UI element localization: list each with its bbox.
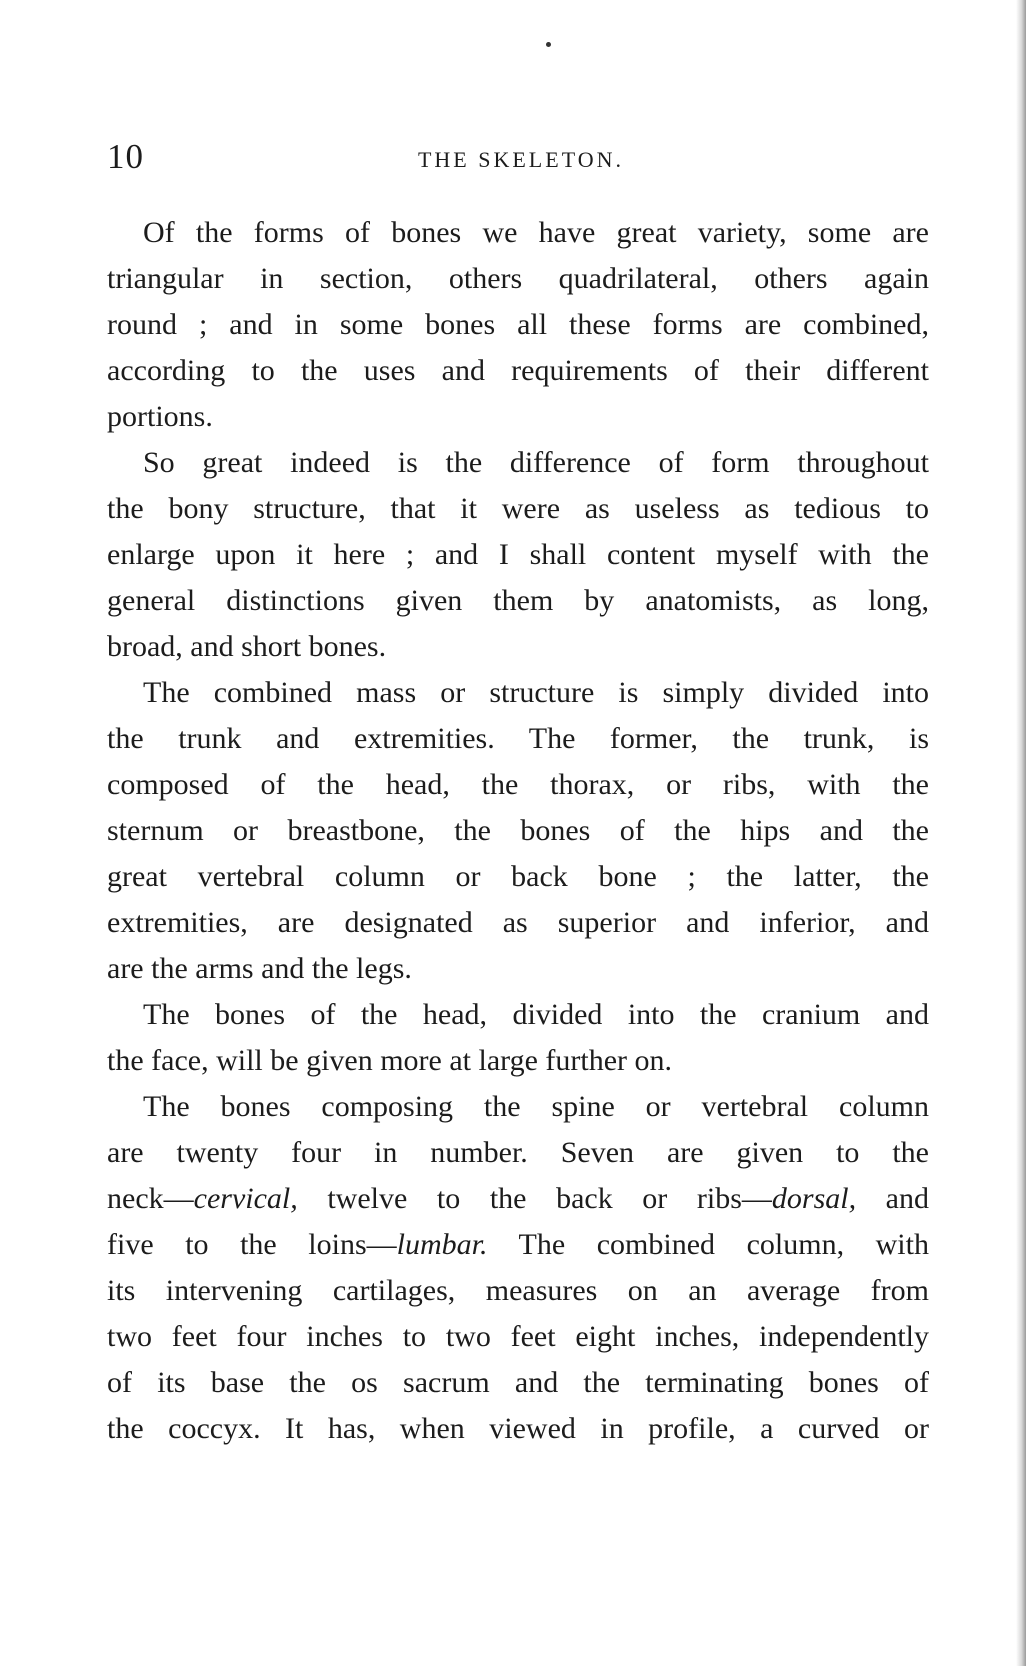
text-run: and — [856, 1182, 929, 1215]
text-line: its intervening cartilages, measures on an average from — [107, 1274, 929, 1307]
paragraph-1 — [107, 210, 929, 440]
page-header — [107, 132, 929, 182]
body-text — [107, 210, 929, 1452]
text-line: two feet four inches to two feet eight inches, independently — [107, 1320, 929, 1353]
text-line: are twenty four in number. Seven are given to the — [107, 1136, 929, 1169]
text-line: triangular in section, others quadrilateral, others again — [107, 262, 929, 295]
text-run: five to the loins— — [107, 1228, 397, 1261]
text-line: the bony structure, that it were as useless as tedious to — [107, 492, 929, 525]
text-line: according to the uses and requirements of their different — [107, 354, 929, 387]
text-line: are the arms and the legs. — [107, 952, 412, 985]
text-line: Of the forms of bones we have great variety, some are — [143, 216, 929, 249]
text-line: The combined mass or structure is simply divided into — [143, 676, 929, 709]
paragraph-2 — [107, 440, 929, 670]
italic-term-cervical: cervical, — [193, 1182, 298, 1215]
paragraph-4 — [107, 992, 929, 1084]
text-line: of its base the os sacrum and the terminating bones of — [107, 1366, 929, 1399]
print-speck — [546, 42, 551, 47]
text-line: round ; and in some bones all these forms are combined, — [107, 308, 929, 341]
text-line: composed of the head, the thorax, or ribs, with the — [107, 768, 929, 801]
running-head: THE SKELETON. — [417, 147, 625, 172]
paragraph-3 — [107, 670, 929, 992]
text-run: twelve to the back or ribs— — [297, 1182, 772, 1215]
text-line — [107, 1176, 929, 1222]
italic-term-lumbar: lumbar. — [396, 1228, 488, 1261]
text-line: extremities, are designated as superior and inferior, and — [107, 906, 929, 939]
text-line: The bones composing the spine or vertebral column — [143, 1090, 929, 1123]
paragraph-5 — [107, 1084, 929, 1452]
text-run: neck— — [107, 1182, 194, 1215]
text-line: general distinctions given them by anatomists, as long, — [107, 584, 929, 617]
text-run: The combined column, with — [487, 1228, 929, 1261]
text-line: enlarge upon it here ; and I shall content myself with the — [107, 538, 929, 571]
text-line: portions. — [107, 400, 213, 433]
page-edge-shadow — [1016, 0, 1026, 1666]
text-line: broad, and short bones. — [107, 630, 387, 663]
text-line: So great indeed is the difference of form throughout — [143, 446, 929, 479]
italic-term-dorsal: dorsal, — [771, 1182, 857, 1215]
text-line — [107, 1222, 929, 1268]
text-line: sternum or breastbone, the bones of the hips and the — [107, 814, 929, 847]
text-line: great vertebral column or back bone ; the latter, the — [107, 860, 929, 893]
text-line: the coccyx. It has, when viewed in profile, a curved or — [107, 1412, 929, 1445]
text-line: The bones of the head, divided into the cranium and — [143, 998, 929, 1031]
text-line: the trunk and extremities. The former, the trunk, is — [107, 722, 929, 755]
page-number: 10 — [107, 137, 144, 176]
text-line: the face, will be given more at large further on. — [107, 1044, 673, 1077]
